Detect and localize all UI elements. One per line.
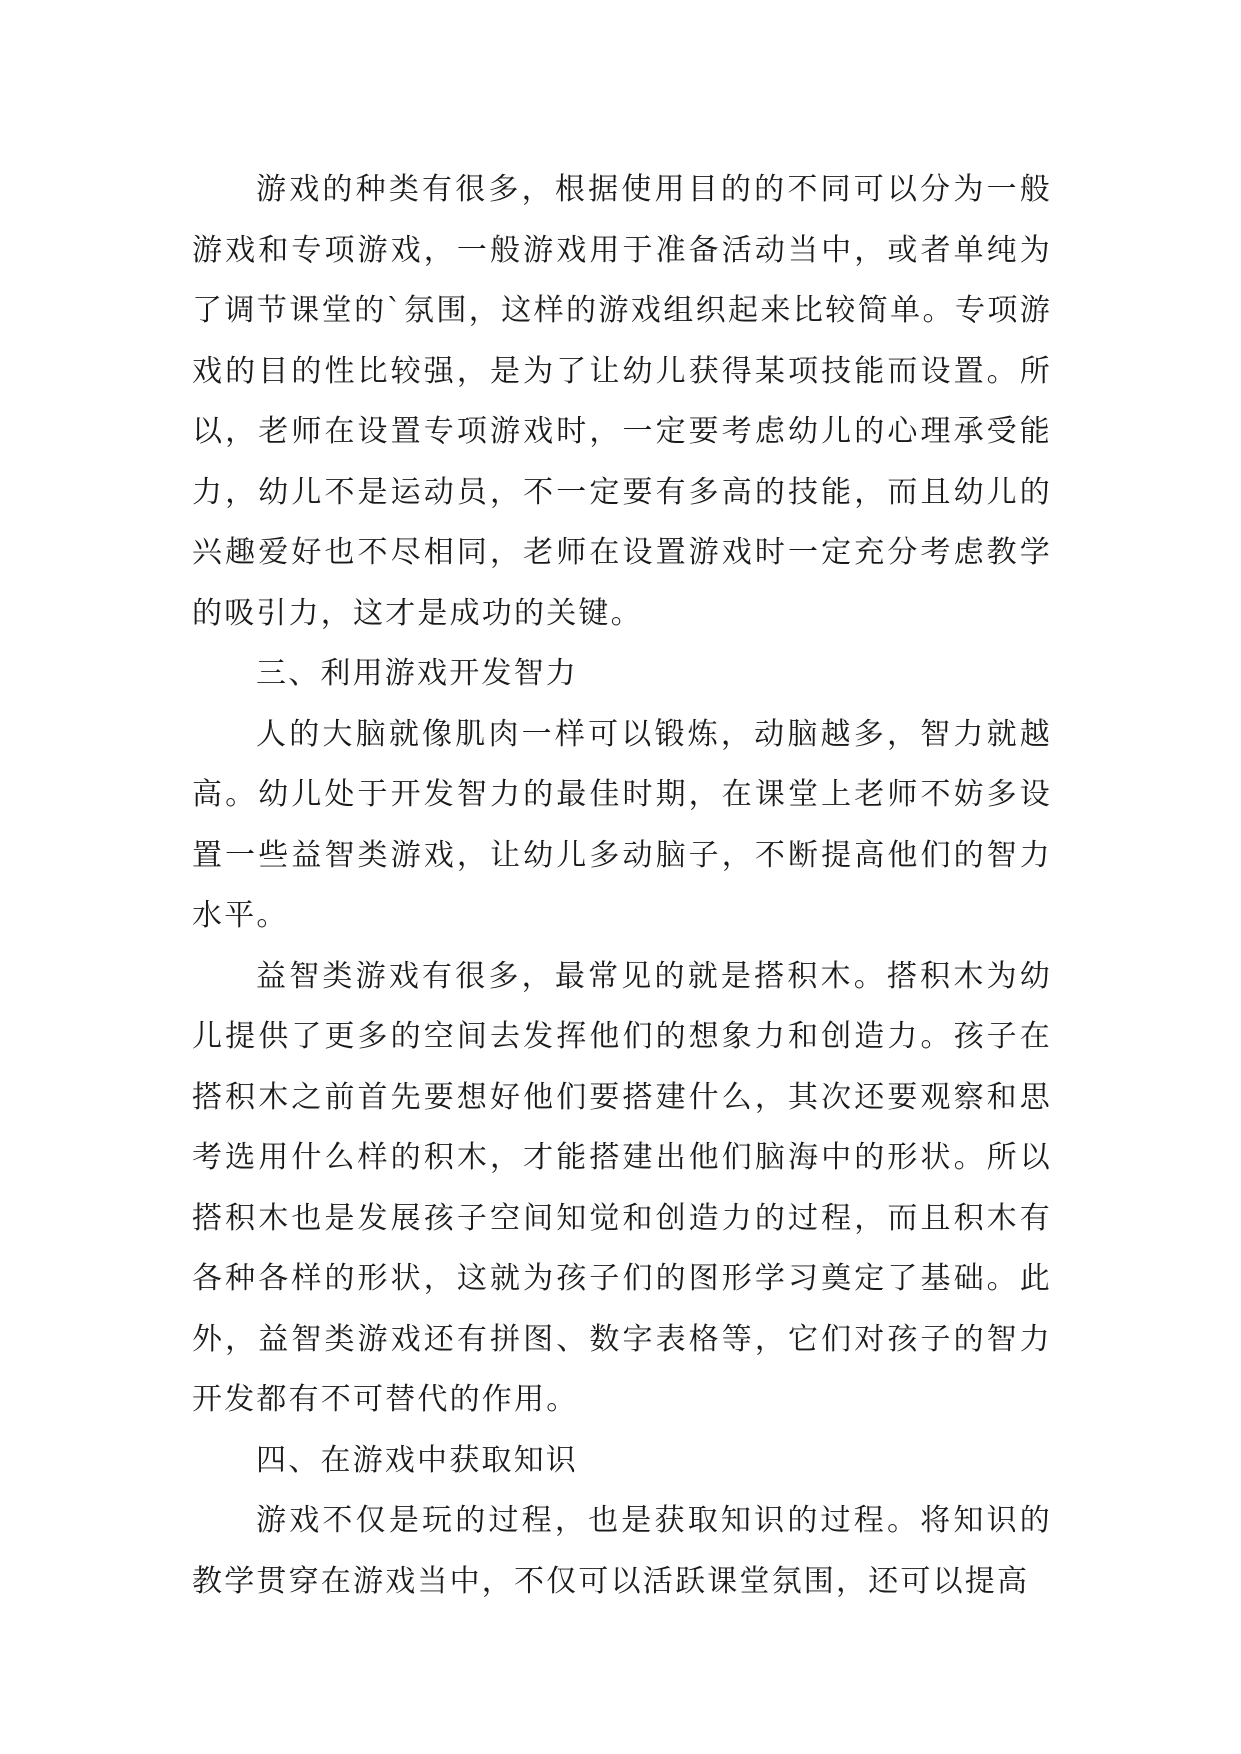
section-heading-4: 四、在游戏中获取知识 [256, 1442, 578, 1478]
document-body [192, 160, 1052, 1612]
section-heading-3: 三、利用游戏开发智力 [256, 656, 578, 691]
paragraph-game-types: 游戏的种类有很多，根据使用目的的不同可以分为一般游戏和专项游戏，一般游戏用于准备活动当中，或者单纯为了调节课堂的`氛围，这样的游戏组织起来比较简单。专项游戏的目的性比较强，是为了让幼儿获得某项技能而设置。所以，老师在设置专项游戏时，一定要考虑幼儿的心理承受能力，幼儿不是运动员，不一定要有多高的技能，而且幼儿的兴趣爱好也不尽相同，老师在设置游戏时一定充分考虑教学的吸引力，这才是成功的关键。 [192, 172, 1052, 631]
paragraph-puzzle-games: 益智类游戏有很多，最常见的就是搭积木。搭积木为幼儿提供了更多的空间去发挥他们的想象力和创造力。孩子在搭积木之前首先要想好他们要搭建什么，其次还要观察和思考选用什么样的积木，才能搭建出他们脑海中的形状。所以搭积木也是发展孩子空间知觉和创造力的过程，而且积木有各种各样的形状，这就为孩子们的图形学习奠定了基础。此外，益智类游戏还有拼图、数字表格等，它们对孩子的智力开发都有不可替代的作用。 [192, 958, 1052, 1417]
paragraph-brain-training: 人的大脑就像肌肉一样可以锻炼，动脑越多，智力就越高。幼儿处于开发智力的最佳时期，在课堂上老师不妨多设置一些益智类游戏，让幼儿多动脑子，不断提高他们的智力水平。 [192, 716, 1052, 933]
paragraph-knowledge: 游戏不仅是玩的过程，也是获取知识的过程。将知识的教学贯穿在游戏当中，不仅可以活跃课堂氛围，还可以提高 [192, 1503, 1052, 1599]
